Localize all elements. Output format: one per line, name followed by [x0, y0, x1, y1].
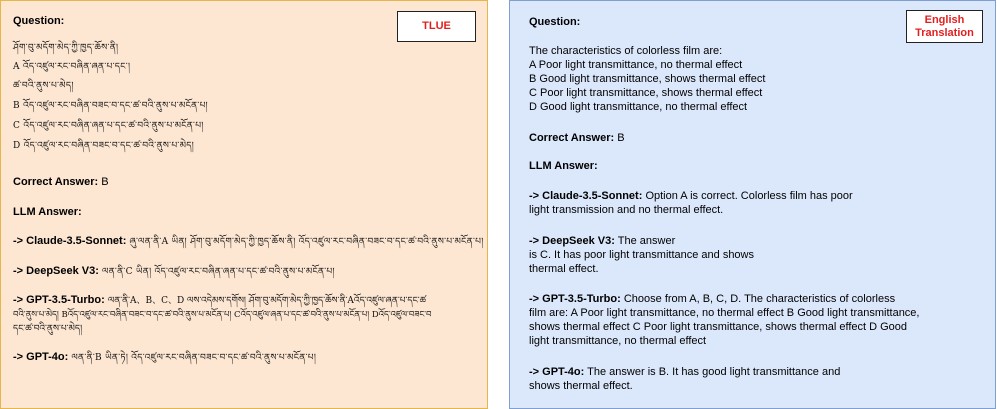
answer-text: ལན་ནི་B ཡིན་ཏེ། འོད་འཛུལ་རང་བཞིན་བཟང་བ་དང་ཚ་བའི་ནུས་པ་མངོན་པ། — [71, 353, 317, 363]
answer-gpt35 — [529, 293, 919, 348]
answer-text-cont: shows thermal effect C Poor light transmittance, shows thermal effect D Good — [529, 321, 908, 333]
correct-answer-label: Correct Answer: — [13, 176, 99, 188]
option-b: B འོད་འཛུལ་རང་བཞིན་བཟང་བ་དང་ཚ་བའི་ནུས་པ་མངོན་པ། — [13, 101, 208, 111]
model-name: -> GPT-3.5-Turbo: — [13, 294, 105, 306]
answer-text: ཞུ་ལན་ནི་A ཡིན། ཤོག་བུ་མདོག་མེད་ཀྱི་ཁྱད་ཆོས་ནི། འོད་འཛུལ་རང་བཞིན་བཟང་བ་དང་ཚ་བའི་ནུས་པ་མངོན་པ། — [129, 237, 484, 247]
question-line: ཤོག་བུ་མདོག་མེད་ཀྱི་ཁྱད་ཆོས་ནི། — [13, 43, 119, 53]
answer-deepseek — [529, 235, 754, 276]
answer-claude — [529, 190, 853, 217]
badge-line: English — [924, 14, 965, 26]
answer-text-cont: དང་ཚ་བའི་ནུས་པ་མེད། — [13, 324, 83, 334]
badge-line: Translation — [915, 27, 974, 39]
option-a-cont: ཚ་བའི་ནུས་པ་མེད། — [13, 81, 74, 91]
option-b: B Good light transmittance, shows thermal effect — [529, 73, 766, 85]
answer-text: Choose from A, B, C, D. The characteristics of colorless — [623, 293, 896, 305]
option-d: D Good light transmittance, no thermal effect — [529, 101, 748, 113]
correct-answer-label: Correct Answer: — [529, 132, 615, 144]
model-name: -> GPT-3.5-Turbo: — [529, 293, 621, 305]
question-line: The characteristics of colorless film are: — [529, 45, 723, 57]
tlue-badge: TLUE — [397, 11, 476, 42]
answer-text-cont: is C. It has poor light transmittance and shows — [529, 249, 754, 261]
english-translation-badge — [906, 10, 983, 43]
answer-text-cont: light transmittance, no thermal effect — [529, 335, 707, 347]
question-label: Question: — [13, 15, 65, 27]
correct-answer-value: B — [617, 132, 625, 144]
answer-gpt4o — [529, 366, 840, 393]
correct-answer — [13, 176, 109, 189]
question-label: Question: — [529, 16, 581, 28]
model-name: -> GPT-4o: — [13, 351, 69, 363]
correct-answer-value: B — [101, 176, 109, 188]
option-a: A འོད་འཛུལ་རང་བཞིན་ཞན་པ་དང་། — [13, 62, 131, 72]
model-name: -> DeepSeek V3: — [529, 235, 615, 247]
model-name: -> DeepSeek V3: — [13, 265, 99, 277]
answer-text: ལན་ནི་A、B、C、D ལས་འདེམས་དགོས། ཤོག་བུ་མདོག་མེད་ཀྱི་ཁྱད་ཆོས་ནི་Aའོད་འཛུལ་ཞན་པ་དང་ཚ — [107, 296, 427, 306]
answer-deepseek — [13, 265, 335, 279]
correct-answer — [529, 132, 625, 145]
answer-text-cont: shows thermal effect. — [529, 380, 633, 392]
llm-answer-label: LLM Answer: — [13, 206, 82, 218]
answer-text-cont: thermal effect. — [529, 263, 599, 275]
answer-text-cont: film are: A Poor light transmittance, no thermal effect B Good light transmittance, — [529, 307, 920, 319]
model-name: -> GPT-4o: — [529, 366, 585, 378]
answer-claude — [13, 235, 484, 249]
option-a: A Poor light transmittance, no thermal effect — [529, 59, 743, 71]
answer-text: The answer — [617, 235, 676, 247]
option-d: D འོད་འཛུལ་རང་བཞིན་བཟང་བ་དང་ཚ་བའི་ནུས་པ་མེད། — [13, 141, 195, 151]
answer-gpt4o — [13, 351, 316, 365]
option-c: C འོད་འཛུལ་རང་བཞིན་ཞན་པ་དང་ཚ་བའི་ནུས་པ་མངོན་པ། — [13, 121, 204, 131]
answer-text-cont: light transmission and no thermal effect. — [529, 204, 724, 216]
answer-text: Option A is correct. Colorless film has poor — [645, 190, 853, 202]
answer-gpt35 — [13, 294, 426, 308]
option-c: C Poor light transmittance, shows thermal effect — [529, 87, 763, 99]
model-name: -> Claude-3.5-Sonnet: — [529, 190, 643, 202]
llm-answer-label: LLM Answer: — [529, 160, 598, 172]
tlue-panel — [0, 0, 488, 409]
model-name: -> Claude-3.5-Sonnet: — [13, 235, 127, 247]
answer-text: ལན་ནི་C ཡིན། འོད་འཛུལ་རང་བཞིན་ཞན་པ་དང་ཚ་བའི་ནུས་པ་མངོན་པ། — [101, 267, 335, 277]
answer-text: The answer is B. It has good light transmittance and — [587, 366, 841, 378]
answer-text-cont: བའི་ནུས་པ་མེད། Bའོད་འཛུལ་རང་བཞིན་བཟང་བ་དང་ཚ་བའི་ནུས་པ་མངོན་པ། Cའོད་འཛུལ་ཞན་པ་དང་ཚ་བའི་ནུས་པ་མངོན་པ། Dའོད་འཛུལ་བཟང་བ — [13, 310, 432, 320]
english-panel — [509, 0, 996, 409]
